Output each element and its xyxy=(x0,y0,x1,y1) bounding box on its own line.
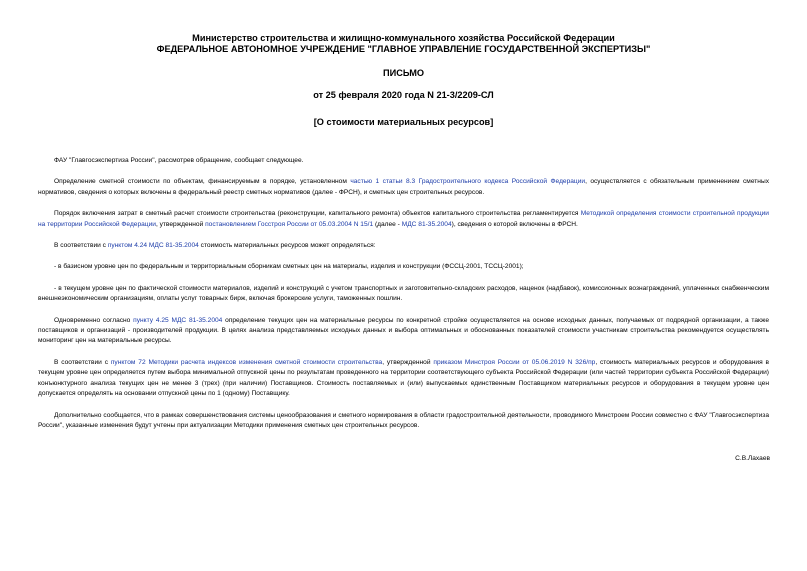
link-grad-code[interactable]: частью 1 статьи 8.3 Градостроительного кодекса Российской Федерации xyxy=(350,178,586,186)
link-minstroy-order[interactable]: приказом Минстроя России от 05.06.2019 N 326/пр xyxy=(433,358,596,366)
text: , утвержденной xyxy=(155,220,206,228)
document-date-number: от 25 февраля 2020 года N 21-3/2209-СЛ xyxy=(313,90,494,100)
text: Одновременно согласно xyxy=(54,316,134,324)
paragraph-point-72 xyxy=(38,358,769,400)
ministry-name: Министерство строительства и жилищно-коммунального хозяйства Российской Федерации xyxy=(192,33,615,43)
signature: С.В.Лахаев xyxy=(735,455,770,462)
link-mds[interactable]: МДС 81-35.2004 xyxy=(401,220,452,228)
paragraph-additional: Дополнительно сообщается, что в рамках совершенствования системы ценообразования и сметного нормирования в области градостроительной деятельности, проводимого Минстроем России совместно с ФАУ "Главгосэкспертиза России", указанные изменения будут учтены при актуализации Методики применения сметных цен строительных ресурсов. xyxy=(38,411,769,429)
text: В соответствии с xyxy=(54,242,108,250)
link-methodology[interactable]: Методикой определения стоимости строительной продукции на территории Российской Федерации xyxy=(38,210,769,228)
text: , стоимость материальных ресурсов и оборудования в текущем уровне цен определяется путем выбора минимальной отпускной цены по результатам проведенного на территории соответствующего субъекта Российской Федерации (или частей территории субъекта Российской Федерации) конъюнктурного анализа текущих цен не менее 3 (трех) (при наличии) Поставщиков. Стоимость поставляемых и (или) выпускаемых единственным Поставщиком материальных ресурсов и оборудования в текущем уровне цен допускается определять на основании отпускной цены по 1 (одному) Поставщику. xyxy=(38,358,769,398)
paragraph-procedure xyxy=(38,209,769,230)
paragraph-base-level: - в базисном уровне цен по федеральным и территориальным сборникам сметных цен на материалы, изделия и конструкции (ФССЦ-2001, ТССЦ-2001); xyxy=(54,263,524,271)
link-point-72[interactable]: пунктом 72 Методики расчета индексов изменения сметной стоимости строительства xyxy=(110,358,383,366)
text: В соответствии с xyxy=(54,358,111,366)
paragraph-cost-definition xyxy=(38,241,769,251)
text: Порядок включения затрат в сметный расчет стоимости строительства (реконструкции, капитального ремонта) объектов капитального строительства регламентируется xyxy=(54,210,581,218)
paragraph-current-level: - в текущем уровне цен по фактической стоимости материалов, изделий и конструкций с учетом транспортных и заготовительно-складских расходов, наценок (надбавок), комиссионных вознаграждений, уплаченных снабженческим внешнеэкономическим организациям, оплаты услуг товарных бирж, включая брокерские услуги, таможенных пошлин. xyxy=(38,284,769,303)
agency-name: ФЕДЕРАЛЬНОЕ АВТОНОМНОЕ УЧРЕЖДЕНИЕ "ГЛАВНОЕ УПРАВЛЕНИЕ ГОСУДАРСТВЕННОЙ ЭКСПЕРТИЗЫ" xyxy=(156,44,651,54)
text: , осуществляется с обязательным применением сметных нормативов, сведения о которых включены в федеральный реестр сметных нормативов (далее - ФРСН), и сметных цен строительных ресурсов. xyxy=(38,178,769,196)
document-type: ПИСЬМО xyxy=(382,68,425,78)
text: , утвержденной xyxy=(382,358,434,366)
paragraph-simultaneously xyxy=(38,316,769,347)
text: Определение сметной стоимости по объектам, финансируемым в порядке, установленном xyxy=(54,178,351,186)
link-point-4-24[interactable]: пунктом 4.24 МДС 81-35.2004 xyxy=(107,242,199,250)
text: (далее - xyxy=(373,220,402,228)
paragraph-estimate xyxy=(38,177,769,198)
link-point-4-25[interactable]: пункту 4.25 МДС 81-35.2004 xyxy=(133,316,223,324)
text: стоимость материальных ресурсов может определяться: xyxy=(198,242,376,250)
link-gosstroy-resolution[interactable]: постановлением Госстроя России от 05.03.2004 N 15/1 xyxy=(205,220,374,228)
paragraph-intro: ФАУ "Главгосэкспертиза России", рассмотрев обращение, сообщает следующее. xyxy=(54,157,304,164)
letter-body xyxy=(38,156,769,442)
text: ), сведения о которой включены в ФРСН. xyxy=(451,220,578,228)
text: определение текущих цен на материальные ресурсы по конкретной стройке осуществляется на основе исходных данных, получаемых от подрядной организации, а также поставщиков и организаций - производителей продукции. В целях анализа представляемых исходных данных и выбора оптимальных и обоснованных показателей стоимости участникам строительства рекомендуется осуществлять мониторинг цен на материальные ресурсы. xyxy=(38,316,769,345)
document-subject: [О стоимости материальных ресурсов] xyxy=(313,117,494,127)
